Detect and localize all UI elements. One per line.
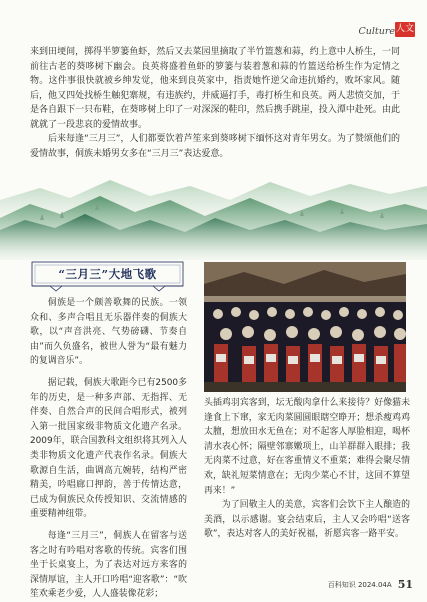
right-column-text bbox=[204, 396, 410, 542]
paragraph: 后来每逢“三月三”，人们都要饮着芦笙来到葵哆树下缅怀这对青年男女。为了赞颂他们的爱情故事，侗族未婚男女多在“三月三”表达爱意。 bbox=[30, 134, 400, 159]
page-number: 51 bbox=[397, 578, 413, 591]
section-header-english: Culture bbox=[358, 26, 395, 37]
dong-singers-photo bbox=[204, 262, 406, 392]
paragraph: 据记载，侗族大歌距今已有2500多年的历史，是一种多声部、无指挥、无伴奏、自然合声的民间合唱形式，被列入第一批国家级非物质文化遗产名录。2009年，联合国教科文组织将其列入人类非物质文化遗产代表作名录。侗族大歌源自生活，曲调高亢婉转，结构严密精美，吟唱廊口押韵，善于传情达意，已成为侗族民众传授知识、交流情感的重要精神纽带。 bbox=[30, 377, 187, 520]
section-title: “三月三”大地飞歌 bbox=[58, 267, 157, 281]
section-title-frame bbox=[30, 260, 185, 292]
section-header-chinese-tag: 人文 bbox=[395, 22, 415, 37]
paragraph: 侗族是一个颇善歌舞的民族。一领众和、多声合唱且无乐器伴奏的侗族大歌，以“声音洪亮、气势磅礴、节奏自由”而久负盛名，被世人誉为“最有魅力的复调音乐”。 bbox=[30, 298, 187, 367]
mountain-landscape-illustration bbox=[0, 170, 427, 260]
top-article-text bbox=[30, 45, 400, 161]
paragraph: 来到田埂间，掷得半箩篓鱼虾，然后又去菜园里摘取了半竹篮葱和蒜，约上意中人桥生，一同前往古老的葵哆树下幽会。良英将盛着鱼虾的箩篓与装着葱和蒜的竹篮送给桥生作为定情之物。这件事很快就被乡绅发觉，他来到良英家中，指责她忤逆父命违抗婚约，败坏家风。随后，他又四处找桥生触犯寨规，有违族约，并威逼打手，毒打桥生和良英。两人悲愤交加，于是各自跟下一只布鞋，在葵哆树上印了一对深深的鞋印，然后携手跳崖，投入潭中赴死。由此就就了一段悲哀的爱情故事。 bbox=[30, 47, 400, 130]
paragraph: 为了回敬主人的美意，宾客们会饮下主人酿造的美酒，以示感谢。宴会结束后，主人又会吟唱“送客歌”，表达对客人的美好祝福，祈愿宾客一路平安。 bbox=[204, 500, 410, 540]
page-footer bbox=[328, 578, 413, 591]
paragraph: 头插鸡羽宾客到，坛无酸肉拿什么来接待？好像猫未逢食上下窜，家无肉菜圆圆眼瞎空睁开；想杀瘦鸡鸡太膻，想放田水无鱼在；对不起客人厚脸相迎，喝杯清水表心怀；隔壁邻寨嫩项上，山羊群群入眼排；我无肉菜不过意，好在客重情义不重菜；难得会聚尽情欢，缺礼短菜情意在；无肉少菜心不甘，这回不算望再来！” bbox=[204, 398, 410, 496]
magazine-issue: 百科知识 2024.04A bbox=[327, 581, 392, 589]
paragraph: 每逢“三月三”，侗族人在留客与送客之时有吟唱对客歌的传统。宾客们围坐于长桌宴上，为了表达对远方来客的深情厚谊，主人开口吟唱“迎客歌”：“吹笙欢乘老少爱，人人盛装像花彩； bbox=[30, 530, 187, 600]
left-column-text bbox=[30, 296, 187, 602]
